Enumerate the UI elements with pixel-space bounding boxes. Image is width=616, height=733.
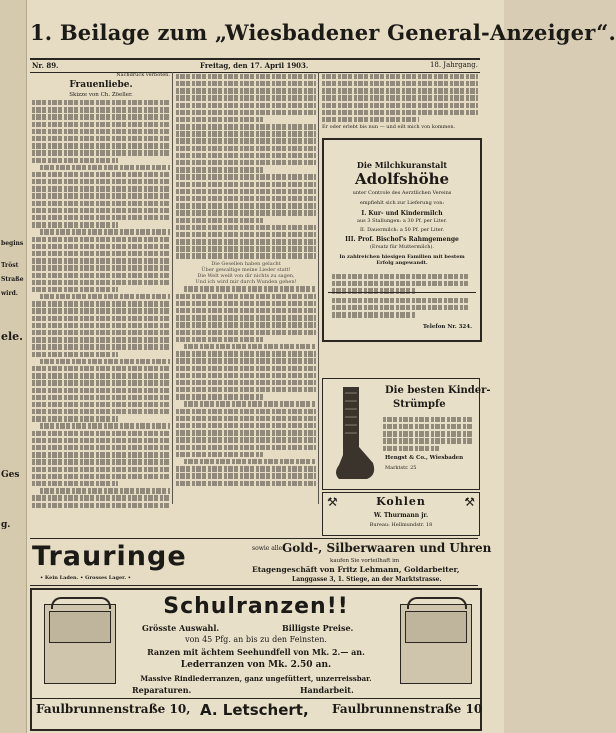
text-line (32, 215, 170, 220)
volume-year: 18. Jahrgang. (429, 61, 478, 69)
stockings-ad-address: Marktstr. 25 (385, 465, 417, 471)
masthead-title: 1. Beilage zum „Wiesbadener General-Anzeiger“. (30, 20, 616, 45)
coal-ad-title: Kohlen (376, 495, 426, 508)
text-line (32, 158, 118, 163)
satchel-ad-prices: Billigste Preise. (282, 623, 354, 633)
wedding-rings-advertisement (30, 538, 492, 586)
coal-advertisement (322, 492, 480, 536)
text-line (32, 495, 170, 500)
adjacent-page-strip (0, 0, 27, 733)
text-line (176, 380, 316, 385)
text-line (32, 201, 170, 206)
text-line (32, 280, 170, 285)
text-line (32, 150, 170, 155)
text-line (176, 387, 316, 392)
milk-ad-fineprint (332, 296, 468, 319)
pickaxe-icon: ⚒ (464, 495, 475, 509)
text-line (32, 474, 170, 479)
coal-ad-address: Bureau: Hellmundstr. 18 (369, 522, 433, 528)
middle-column (176, 72, 316, 508)
milk-ad-telephone: Telefon Nr. 324. (422, 324, 472, 330)
text-line (32, 388, 170, 393)
strip-text: wird. (1, 290, 18, 297)
text-line (176, 110, 316, 115)
article-title: Frauenliebe. (69, 80, 133, 90)
rings-ad-street: Langgasse 3, 1. Stiege, an der Marktstrasse. (292, 576, 442, 583)
text-line (32, 366, 170, 371)
text-line (32, 337, 170, 342)
text-line (32, 503, 170, 508)
text-line (32, 100, 170, 105)
rings-ad-headline: Gold-, Silberwaaren und Uhren (282, 541, 492, 555)
text-line (32, 114, 170, 119)
stocking-illustration-icon (329, 385, 379, 483)
text-line (32, 409, 170, 414)
text-line (40, 165, 170, 170)
milk-ad-divider (328, 292, 476, 293)
satchel-ad-selection: Grösste Auswahl. (142, 623, 220, 633)
satchel-ad-street-left: Faulbrunnenstraße 10, (36, 702, 191, 716)
text-line (176, 394, 263, 399)
coal-ad-company: W. Thurmann jr. (373, 512, 429, 519)
text-line (176, 430, 316, 435)
text-line (176, 301, 316, 306)
text-line (40, 294, 170, 299)
text-line (32, 481, 118, 486)
text-line (32, 107, 170, 112)
text-line (176, 437, 316, 442)
milk-ad-item: (Ersatz für Muttermilch). (369, 244, 435, 250)
text-line (176, 117, 263, 122)
strip-text: ele. (1, 330, 24, 343)
milk-ad-item: II. Dauermilch: a 50 Pf. per Liter. (359, 227, 445, 233)
text-line (176, 95, 316, 100)
right-column-body (322, 74, 478, 123)
text-line (40, 423, 170, 428)
satchel-ad-repairs: Reparaturen. (132, 685, 192, 695)
verse-line: Und ich wird mir durch Wunden gehen! (195, 278, 297, 285)
text-line (32, 129, 170, 134)
stockings-advertisement (322, 378, 491, 490)
text-line (176, 225, 316, 230)
milk-ad-line: empfiehlt sich zur Lieferung von: (359, 200, 445, 206)
text-line (32, 431, 170, 436)
text-line (176, 308, 316, 313)
milk-ad-item: aus 3 Stallungen: a 30 Pf. per Liter. (356, 218, 448, 224)
text-line (32, 402, 170, 407)
text-line (32, 323, 170, 328)
article-byline: Skizze von Ch. Zöeller. (69, 92, 133, 98)
text-line (32, 143, 170, 148)
text-line (176, 189, 316, 194)
text-line (32, 208, 170, 213)
text-line (176, 366, 316, 371)
text-line (32, 316, 170, 321)
text-line (176, 253, 316, 258)
verse-line: Über gewaltige meine Lieder statt! (201, 266, 291, 273)
satchel-ad-merchant: A. Letschert, (200, 701, 309, 719)
text-line (32, 467, 170, 472)
article-body (32, 100, 170, 508)
text-line (32, 438, 170, 443)
text-line (176, 218, 263, 223)
right-column-text (322, 72, 478, 134)
text-line (322, 103, 478, 108)
text-line (176, 423, 316, 428)
text-line (322, 95, 478, 100)
text-line (32, 265, 170, 270)
text-line (32, 445, 170, 450)
text-line (176, 232, 316, 237)
rings-ad-title: Trauringe (32, 541, 187, 572)
text-line (32, 380, 170, 385)
pickaxe-icon: ⚒ (327, 495, 338, 509)
text-line (176, 124, 316, 129)
text-line (176, 466, 316, 471)
text-line (332, 274, 468, 279)
text-line (322, 110, 478, 115)
school-satchel-advertisement (30, 588, 482, 731)
milk-ad-header: Die Milchkuranstalt (356, 160, 448, 170)
rings-ad-sub: kaufen Sie vorteilhaft im (330, 558, 400, 564)
text-line (32, 452, 170, 457)
text-line (184, 401, 316, 406)
text-line (176, 337, 263, 342)
satchel-ad-range: von 45 Pfg. an bis zu den Feinsten. (185, 635, 327, 644)
text-line (176, 445, 316, 450)
text-line (176, 167, 263, 172)
text-line (184, 286, 316, 291)
milk-ad-banner: In zahlreichen hiesigen Familien mit bestem Erfolg angewandt. (339, 254, 465, 266)
verse-line: Die Welt weiß von dir nichts zu sagen, (197, 272, 295, 279)
text-line (322, 74, 478, 79)
text-line (322, 117, 419, 122)
milk-ad-item: I. Kur- und Kindermilch (361, 210, 443, 217)
text-line (32, 193, 170, 198)
text-line (322, 88, 478, 93)
issue-number: Nr. 89. (32, 61, 59, 70)
text-line (32, 258, 170, 263)
text-line (32, 301, 170, 306)
stockings-ad-title: Die besten Kinder- (385, 385, 491, 396)
text-line (176, 358, 316, 363)
stockings-ad-subtitle: Strümpfe (393, 399, 446, 410)
column-rule (318, 72, 319, 504)
strip-text: Straße (1, 276, 24, 283)
text-line (176, 452, 263, 457)
text-line (176, 88, 316, 93)
text-line (32, 416, 118, 421)
text-line (32, 373, 170, 378)
text-line (176, 174, 316, 179)
middle-body-top (176, 74, 316, 259)
milk-ad-item: III. Prof. Bischof's Rahmgemenge (345, 236, 459, 243)
text-line (32, 222, 118, 227)
strip-text: begins (1, 240, 24, 247)
text-line (32, 395, 170, 400)
reprint-note: Nachdruck verboten. (116, 72, 170, 78)
text-line (383, 438, 473, 443)
right-column-closing: Er oder erlebt bis nun — und eilt mich von kommen. (322, 124, 456, 131)
text-line (40, 488, 170, 493)
text-line (32, 179, 170, 184)
text-line (176, 246, 316, 251)
text-line (184, 459, 316, 464)
text-line (176, 239, 316, 244)
text-line (176, 203, 316, 208)
text-line (184, 344, 316, 349)
text-line (176, 473, 316, 478)
verse-line: Die Gesellen haben gelacht (211, 260, 281, 267)
text-line (40, 229, 170, 234)
rings-ad-prefix: sowie alle (252, 545, 283, 552)
text-line (176, 481, 316, 486)
text-line (176, 138, 316, 143)
strip-text: g. (1, 520, 11, 530)
text-line (176, 409, 316, 414)
text-line (383, 431, 473, 436)
text-line (32, 344, 170, 349)
dateline (30, 58, 480, 73)
text-line (176, 153, 316, 158)
text-line (176, 103, 316, 108)
text-line (32, 172, 170, 177)
text-line (32, 459, 170, 464)
milk-ad-name: Adolfshöhe (354, 170, 450, 188)
text-line (176, 416, 316, 421)
column-rule (172, 72, 173, 504)
satchel-ad-cowhide: Massive Rindlederranzen, ganz ungefüttert, unzerreissbar. (140, 674, 372, 683)
text-line (32, 273, 170, 278)
text-line (32, 251, 170, 256)
article-column (32, 72, 170, 508)
text-line (176, 315, 316, 320)
text-line (176, 182, 316, 187)
text-line (176, 322, 316, 327)
satchel-ad-handwork: Handarbeit. (300, 685, 354, 695)
text-line (176, 373, 316, 378)
issue-date: Freitag, den 17. April 1903. (200, 61, 309, 70)
text-line (32, 287, 118, 292)
text-line (32, 237, 170, 242)
text-line (176, 330, 316, 335)
milk-advertisement (322, 138, 482, 342)
satchel-ad-title: Schulranzen!! (163, 594, 349, 619)
text-line (332, 312, 416, 317)
middle-body-bottom (176, 286, 316, 485)
text-line (32, 186, 170, 191)
text-line (322, 81, 478, 86)
text-line (176, 351, 316, 356)
text-line (32, 244, 170, 249)
text-line (383, 417, 473, 422)
stockings-ad-body (383, 415, 473, 453)
text-line (32, 122, 170, 127)
strip-text: Ges (1, 470, 20, 480)
text-line (176, 210, 316, 215)
text-line (176, 294, 316, 299)
satchel-ad-street-right: Faulbrunnenstraße 10 (332, 702, 483, 716)
text-line (332, 305, 468, 310)
text-line (32, 308, 170, 313)
stockings-ad-maker: Hengst & Co., Wiesbaden (385, 455, 464, 461)
text-line (332, 298, 468, 303)
strip-text: Tröst (1, 262, 19, 269)
rings-ad-slogan: • Kein Laden. • Grosses Lager. • (40, 575, 132, 581)
text-line (176, 74, 316, 79)
text-line (32, 352, 118, 357)
text-line (32, 330, 170, 335)
text-line (383, 446, 439, 451)
text-line (383, 424, 473, 429)
satchel-ad-divider (32, 698, 480, 699)
text-line (32, 136, 170, 141)
text-line (176, 131, 316, 136)
milk-ad-sub: unter Controle des Aerztlichen Vereins (352, 190, 452, 196)
text-line (176, 196, 316, 201)
text-line (332, 281, 468, 286)
text-line (176, 146, 316, 151)
text-line (40, 359, 170, 364)
satchel-ad-sealskin: Ranzen mit ächtem Seehundfell von Mk. 2.— an. (147, 647, 365, 657)
satchel-ad-leather: Lederranzen von Mk. 2.50 an. (180, 660, 332, 670)
text-line (176, 81, 316, 86)
text-line (176, 160, 316, 165)
rings-ad-shop: Etagengeschäft von Fritz Lehmann, Goldarbeiter, (252, 565, 460, 574)
